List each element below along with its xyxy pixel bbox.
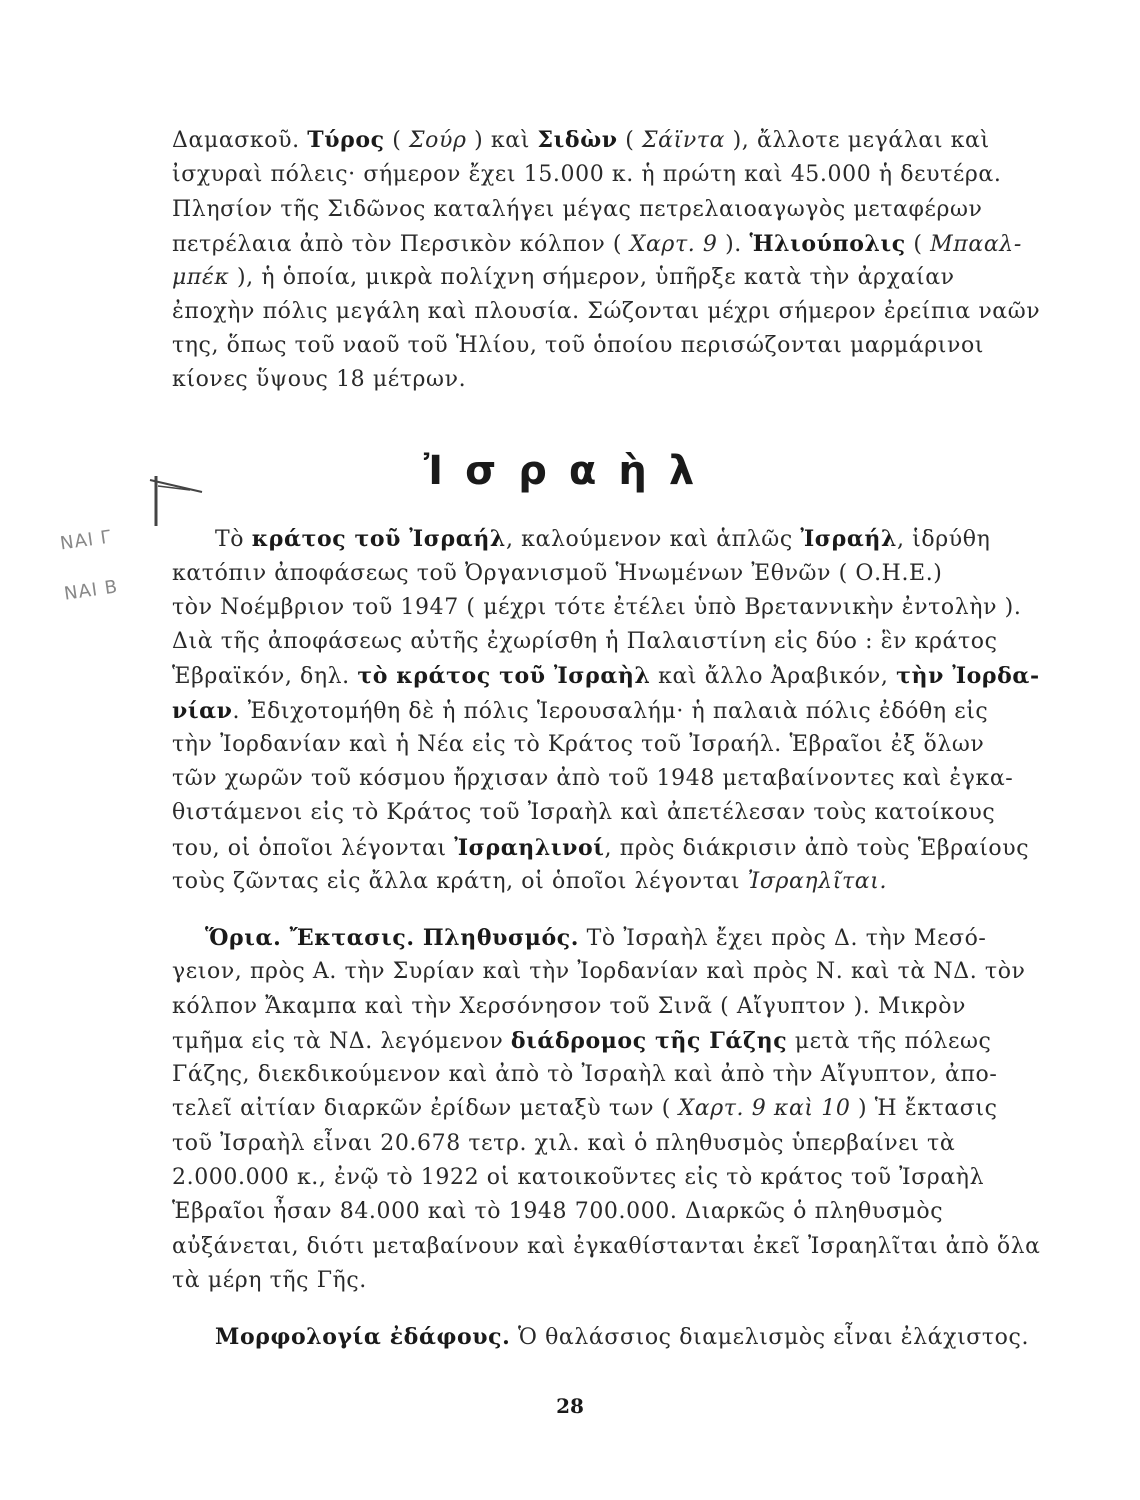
text-line: τὸν Νοέμβριον τοῦ 1947 ( μέχρι τότε ἐτέλει ὑπὸ Βρεταννικὴν ἐντολὴν ). xyxy=(172,595,1022,620)
text-line: τῶν χωρῶν τοῦ κόσμου ἤρχισαν ἀπὸ τοῦ 1948 μεταβαίνοντες καὶ ἐγκα- xyxy=(172,766,1014,791)
text-line: γειον, πρὸς Α. τὴν Συρίαν καὶ τὴν Ἰορδανίαν καὶ πρὸς Ν. καὶ τὰ ΝΔ. τὸν xyxy=(172,959,1026,984)
margin-mark-icon xyxy=(140,470,210,530)
handwritten-note: ΝΑΙ Β xyxy=(62,576,120,605)
text-line: ἰσχυραὶ πόλεις· σήμερον ἔχει 15.000 κ. ἡ πρώτη καὶ 45.000 ἡ δευτέρα. xyxy=(172,162,1002,187)
text-line: Πλησίον τῆς Σιδῶνος καταλήγει μέγας πετρελαιοαγωγὸς μεταφέρων xyxy=(172,197,983,222)
text-line: Γάζης, διεκδικούμενον καὶ ἀπὸ τὸ Ἰσραὴλ καὶ ἀπὸ τὴν Αἴγυπτον, ἀπο- xyxy=(172,1062,998,1087)
text-line: του, οἱ ὁποῖοι λέγονται Ἰσραηλινοί, πρὸς διάκρισιν ἀπὸ τοὺς Ἑβραίους xyxy=(172,835,1030,861)
text-line: 2.000.000 κ., ἐνῷ τὸ 1922 οἱ κατοικοῦντες εἰς τὸ κράτος τοῦ Ἰσραὴλ xyxy=(172,1165,985,1190)
text-line: τὴν Ἰορδανίαν καὶ ἡ Νέα εἰς τὸ Κράτος τοῦ Ἰσραήλ. Ἑβραῖοι ἐξ ὅλων xyxy=(172,732,985,757)
text-line: Τὸ κράτος τοῦ Ἰσραήλ, καλούμενον καὶ ἁπλῶς Ἰσραήλ, ἱδρύθη xyxy=(215,526,991,552)
text-line: κίονες ὕψους 18 μέτρων. xyxy=(172,367,467,392)
text-line: Ἑβραῖοι ἦσαν 84.000 καὶ τὸ 1948 700.000. Διαρκῶς ὁ πληθυσμὸς xyxy=(172,1199,944,1224)
text-line: πετρέλαια ἀπὸ τὸν Περσικὸν κόλπον ( Χαρτ. 9 ). Ἡλιούπολις ( Μπααλ- xyxy=(172,231,1022,257)
text-line: κόλπον Ἄκαμπα καὶ τὴν Χερσόνησον τοῦ Σινᾶ ( Αἴγυπτον ). Μικρὸν xyxy=(172,994,967,1019)
text-line: τοὺς ζῶντας εἰς ἄλλα κράτη, οἱ ὁποῖοι λέγονται Ἰσραηλῖται. xyxy=(172,869,888,894)
text-line: Ὅρια. Ἔκτασις. Πληθυσμός. Τὸ Ἰσραὴλ ἔχει πρὸς Δ. τὴν Μεσό- xyxy=(205,925,987,951)
page-number: 28 xyxy=(556,1394,584,1418)
section-title: Ἰσραὴλ xyxy=(423,448,717,494)
text-line: νίαν. Ἐδιχοτομήθη δὲ ἡ πόλις Ἱερουσαλήμ· ἡ παλαιὰ πόλις ἐδόθη εἰς xyxy=(172,698,989,724)
text-line: κατόπιν ἀποφάσεως τοῦ Ὀργανισμοῦ Ἡνωμένων Ἐθνῶν ( Ο.Η.Ε.) xyxy=(172,561,943,586)
text-line: τὰ μέρη τῆς Γῆς. xyxy=(172,1268,367,1293)
text-line: τοῦ Ἰσραὴλ εἶναι 20.678 τετρ. χιλ. καὶ ὁ πληθυσμὸς ὑπερβαίνει τὰ xyxy=(172,1131,956,1156)
text-line: θιστάμενοι εἰς τὸ Κράτος τοῦ Ἰσραὴλ καὶ ἀπετέλεσαν τοὺς κατοίκους xyxy=(172,800,996,825)
text-line: αὐξάνεται, διότι μεταβαίνουν καὶ ἐγκαθίστανται ἐκεῖ Ἰσραηλῖται ἀπὸ ὅλα xyxy=(172,1234,1041,1259)
text-line: ἐποχὴν πόλις μεγάλη καὶ πλουσία. Σώζονται μέχρι σήμερον ἐρείπια ναῶν xyxy=(172,299,1041,324)
text-line: Ἑβραϊκόν, δηλ. τὸ κράτος τοῦ Ἰσραὴλ καὶ ἄλλο Ἀραβικόν, τὴν Ἰορδα- xyxy=(172,663,1040,689)
text-line: τμῆμα εἰς τὰ ΝΔ. λεγόμενον διάδρομος τῆς Γάζης μετὰ τῆς πόλεως xyxy=(172,1028,992,1054)
text-line: της, ὅπως τοῦ ναοῦ τοῦ Ἡλίου, τοῦ ὁποίου περισώζονται μαρμάρινοι xyxy=(172,333,985,358)
text-line: Δαμασκοῦ. Τύρος ( Σούρ ) καὶ Σιδὼν ( Σάϊντα ), ἄλλοτε μεγάλαι καὶ xyxy=(172,127,990,153)
text-line: Διὰ τῆς ἀποφάσεως αὐτῆς ἐχωρίσθη ἡ Παλαιστίνη εἰς δύο : ἓν κράτος xyxy=(172,629,998,654)
text-line: τελεῖ αἰτίαν διαρκῶν ἐρίδων μεταξὺ των ( Χαρτ. 9 καὶ 10 ) Ἡ ἔκτασις xyxy=(172,1096,998,1121)
handwritten-note: ΝΑΙ Γ xyxy=(58,526,114,555)
text-line: μπέκ ), ἡ ὁποία, μικρὰ πολίχνη σήμερον, ὑπῆρξε κατὰ τὴν ἀρχαίαν xyxy=(172,265,955,290)
text-line: Μορφολογία ἐδάφους. Ὁ θαλάσσιος διαμελισμὸς εἶναι ἐλάχιστος. xyxy=(215,1324,1030,1350)
